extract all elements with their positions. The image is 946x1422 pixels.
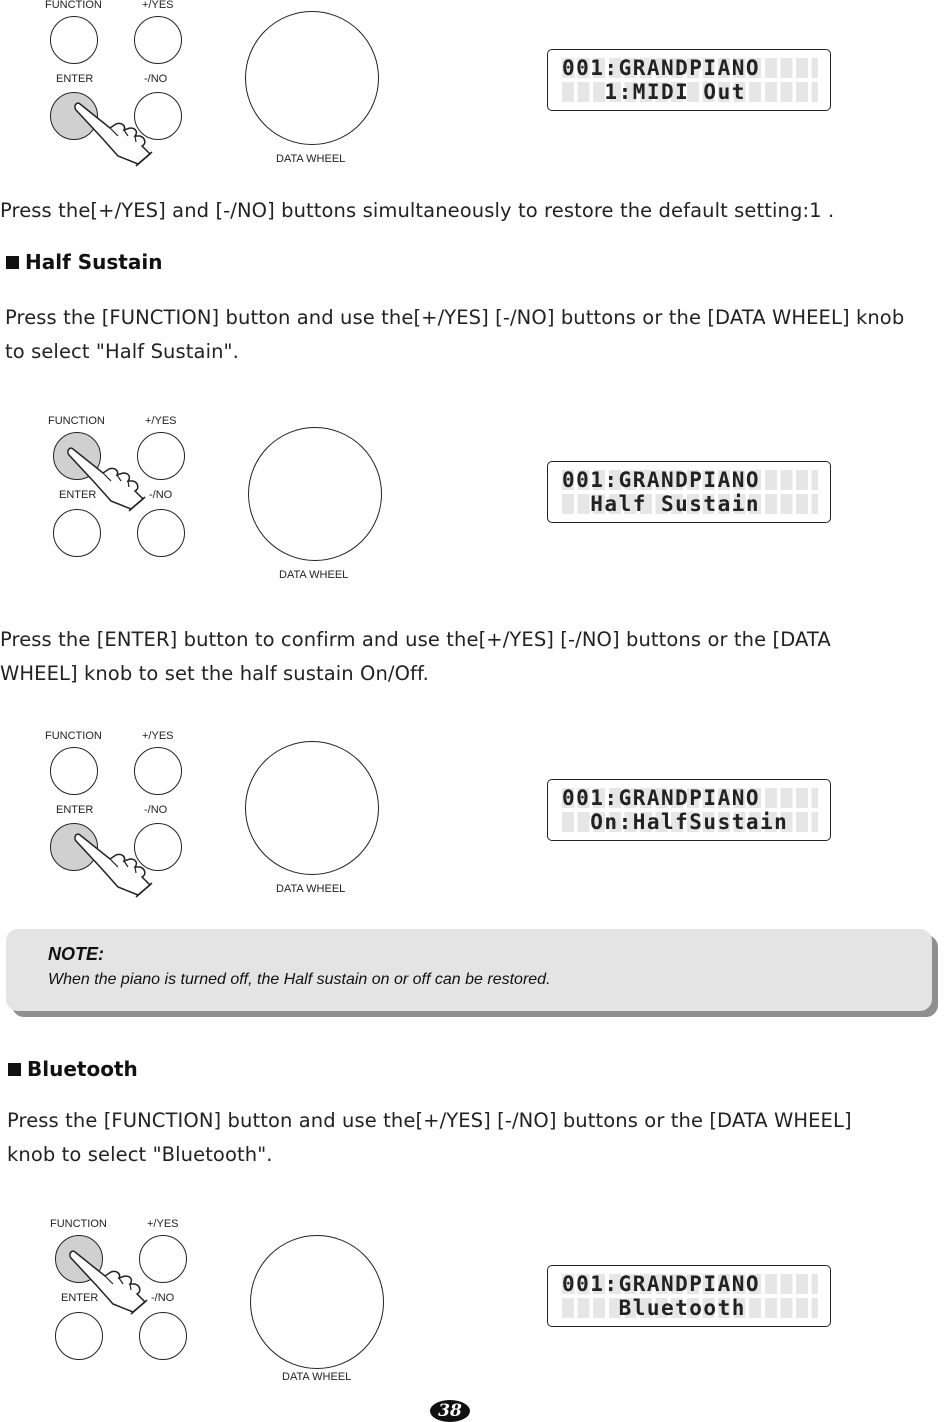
control-panel-2 [3,415,363,590]
pointing-hand-icon [70,98,160,178]
bluetooth-select-line-2: knob to select "Bluetooth". [7,1143,273,1166]
no-label: -/NO [144,73,168,85]
lcd-line-1: 001:GRANDPIANO [562,56,818,80]
page-number: 38 [430,1400,470,1422]
lcd-display-4 [547,1265,831,1327]
bluetooth-heading [8,1057,138,1081]
yes-label: +/YES [147,1218,179,1230]
pointing-hand-icon [65,1246,155,1326]
control-panel-1 [0,0,360,175]
lcd-line-1: 001:GRANDPIANO [562,1272,818,1296]
confirm-line-2: WHEEL] knob to set the half sustain On/Off. [0,662,429,685]
lcd-display-3 [547,779,831,841]
lcd-line-2: Half Sustain [562,492,818,516]
note-box [6,929,932,1011]
bluetooth-select-line-1: Press the [FUNCTION] button and use the[+/YES] [-/NO] buttons or the [DATA WHEEL] [7,1109,852,1132]
restore-instruction: Press the[+/YES] and [-/NO] buttons simultaneously to restore the default setting:1 . [0,199,835,222]
half-sustain-heading [6,250,162,274]
confirm-line-1: Press the [ENTER] button to confirm and use the[+/YES] [-/NO] buttons or the [DATA [0,628,831,651]
function-label: FUNCTION [50,1218,107,1230]
pointing-hand-icon [63,443,153,523]
half-sustain-select-line-1: Press the [FUNCTION] button and use the[+/YES] [-/NO] buttons or the [DATA WHEEL] knob [5,306,905,329]
no-label: -/NO [149,489,173,501]
lcd-line-2: Bluetooth [562,1296,818,1320]
control-panel-4 [5,1218,365,1393]
control-panel-3 [0,730,360,905]
function-label: FUNCTION [45,730,102,742]
lcd-line-1: 001:GRANDPIANO [562,786,818,810]
function-button[interactable] [50,747,98,795]
lcd-display-1 [547,49,831,111]
lcd-line-1: 001:GRANDPIANO [562,468,818,492]
bluetooth-heading-text: Bluetooth [27,1057,138,1081]
yes-label: +/YES [142,730,174,742]
yes-label: +/YES [145,415,177,427]
square-bullet-icon [8,1063,21,1076]
function-label: FUNCTION [45,0,102,11]
yes-button[interactable] [134,747,182,795]
data-wheel-label: DATA WHEEL [276,883,346,895]
data-wheel-label: DATA WHEEL [276,153,346,165]
enter-label: ENTER [56,804,94,816]
enter-label: ENTER [59,489,97,501]
enter-label: ENTER [61,1292,99,1304]
data-wheel[interactable] [245,11,379,145]
note-title: NOTE: [48,944,104,964]
note-text: When the piano is turned off, the Half sustain on or off can be restored. [48,971,551,988]
no-label: -/NO [144,804,168,816]
data-wheel-label: DATA WHEEL [282,1371,352,1383]
function-label: FUNCTION [48,415,105,427]
data-wheel[interactable] [245,741,379,875]
lcd-line-2: On:HalfSustain [562,810,818,834]
half-sustain-select-line-2: to select "Half Sustain". [5,340,239,363]
square-bullet-icon [6,256,19,269]
lcd-display-2 [547,461,831,523]
data-wheel[interactable] [250,1235,384,1369]
lcd-line-2: 1:MIDI Out [562,80,818,104]
pointing-hand-icon [70,829,160,909]
yes-label: +/YES [142,0,174,11]
function-button[interactable] [50,16,98,64]
half-sustain-heading-text: Half Sustain [25,250,163,274]
data-wheel[interactable] [248,427,382,561]
no-label: -/NO [151,1292,175,1304]
enter-label: ENTER [56,73,94,85]
data-wheel-label: DATA WHEEL [279,569,349,581]
yes-button[interactable] [134,16,182,64]
